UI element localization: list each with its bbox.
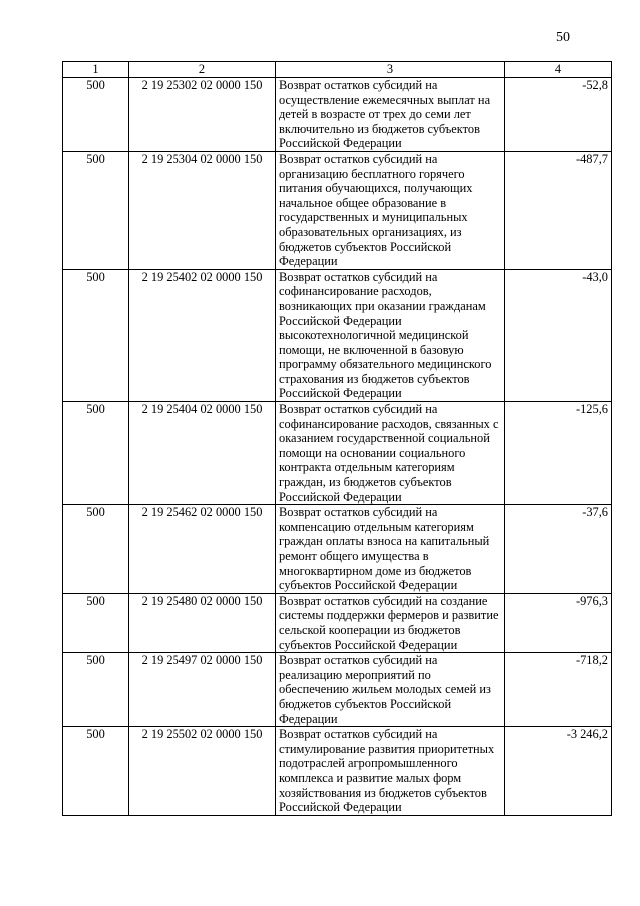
table-row — [63, 402, 612, 505]
description-cell: Возврат остатков субсидий на софинансирование расходов, возникающих при оказании гражданам Российской Федерации высокотехнологичной медицинской помощи, не включенной в базовую программу обязательного медицинского страхования из бюджетов субъектов Российской Федерации — [276, 269, 505, 401]
budget-table — [62, 61, 612, 816]
amount-cell: -487,7 — [505, 151, 612, 269]
description-cell: Возврат остатков субсидий на осуществление ежемесячных выплат на детей в возрасте от трех до семи лет включительно из бюджетов субъектов Российской Федерации — [276, 78, 505, 152]
admin-code-cell: 500 — [63, 269, 129, 401]
amount-cell: -52,8 — [505, 78, 612, 152]
amount-cell: -3 246,2 — [505, 727, 612, 816]
table-row — [63, 653, 612, 727]
table-row — [63, 78, 612, 152]
admin-code-cell: 500 — [63, 505, 129, 594]
description-cell: Возврат остатков субсидий на организацию бесплатного горячего питания обучающихся, получающих начальное общее образование в государственных и муниципальных образовательных организациях, из бюджетов субъектов Российской Федерации — [276, 151, 505, 269]
budget-code-cell: 2 19 25402 02 0000 150 — [129, 269, 276, 401]
admin-code-cell: 500 — [63, 653, 129, 727]
admin-code-cell: 500 — [63, 593, 129, 652]
budget-code-cell: 2 19 25480 02 0000 150 — [129, 593, 276, 652]
description-cell: Возврат остатков субсидий на создание системы поддержки фермеров и развитие сельской кооперации из бюджетов субъектов Российской Федерации — [276, 593, 505, 652]
table-row — [63, 151, 612, 269]
budget-code-cell: 2 19 25302 02 0000 150 — [129, 78, 276, 152]
header-col-3: 3 — [276, 62, 505, 78]
table-row — [63, 269, 612, 401]
budget-code-cell: 2 19 25502 02 0000 150 — [129, 727, 276, 816]
amount-cell: -718,2 — [505, 653, 612, 727]
admin-code-cell: 500 — [63, 78, 129, 152]
admin-code-cell: 500 — [63, 151, 129, 269]
admin-code-cell: 500 — [63, 402, 129, 505]
amount-cell: -125,6 — [505, 402, 612, 505]
amount-cell: -976,3 — [505, 593, 612, 652]
budget-code-cell: 2 19 25497 02 0000 150 — [129, 653, 276, 727]
budget-code-cell: 2 19 25304 02 0000 150 — [129, 151, 276, 269]
amount-cell: -37,6 — [505, 505, 612, 594]
header-col-4: 4 — [505, 62, 612, 78]
budget-code-cell: 2 19 25462 02 0000 150 — [129, 505, 276, 594]
description-cell: Возврат остатков субсидий на софинансирование расходов, связанных с оказанием государственной социальной помощи на основании социального контракта отдельным категориям граждан, из бюджетов субъектов Российской Федерации — [276, 402, 505, 505]
description-cell: Возврат остатков субсидий на реализацию мероприятий по обеспечению жильем молодых семей из бюджетов субъектов Российской Федерации — [276, 653, 505, 727]
admin-code-cell: 500 — [63, 727, 129, 816]
table-header — [63, 62, 612, 78]
budget-code-cell: 2 19 25404 02 0000 150 — [129, 402, 276, 505]
amount-cell: -43,0 — [505, 269, 612, 401]
table-row — [63, 727, 612, 816]
header-row — [63, 62, 612, 78]
table-row — [63, 505, 612, 594]
description-cell: Возврат остатков субсидий на стимулирование развития приоритетных подотраслей агропромышленного комплекса и развитие малых форм хозяйствования из бюджетов субъектов Российской Федерации — [276, 727, 505, 816]
description-cell: Возврат остатков субсидий на компенсацию отдельным категориям граждан оплаты взноса на капитальный ремонт общего имущества в многоквартирном доме из бюджетов субъектов Российской Федерации — [276, 505, 505, 594]
header-col-2: 2 — [129, 62, 276, 78]
page-number: 50 — [556, 30, 570, 45]
header-col-1: 1 — [63, 62, 129, 78]
table-row — [63, 593, 612, 652]
table-body — [63, 78, 612, 816]
